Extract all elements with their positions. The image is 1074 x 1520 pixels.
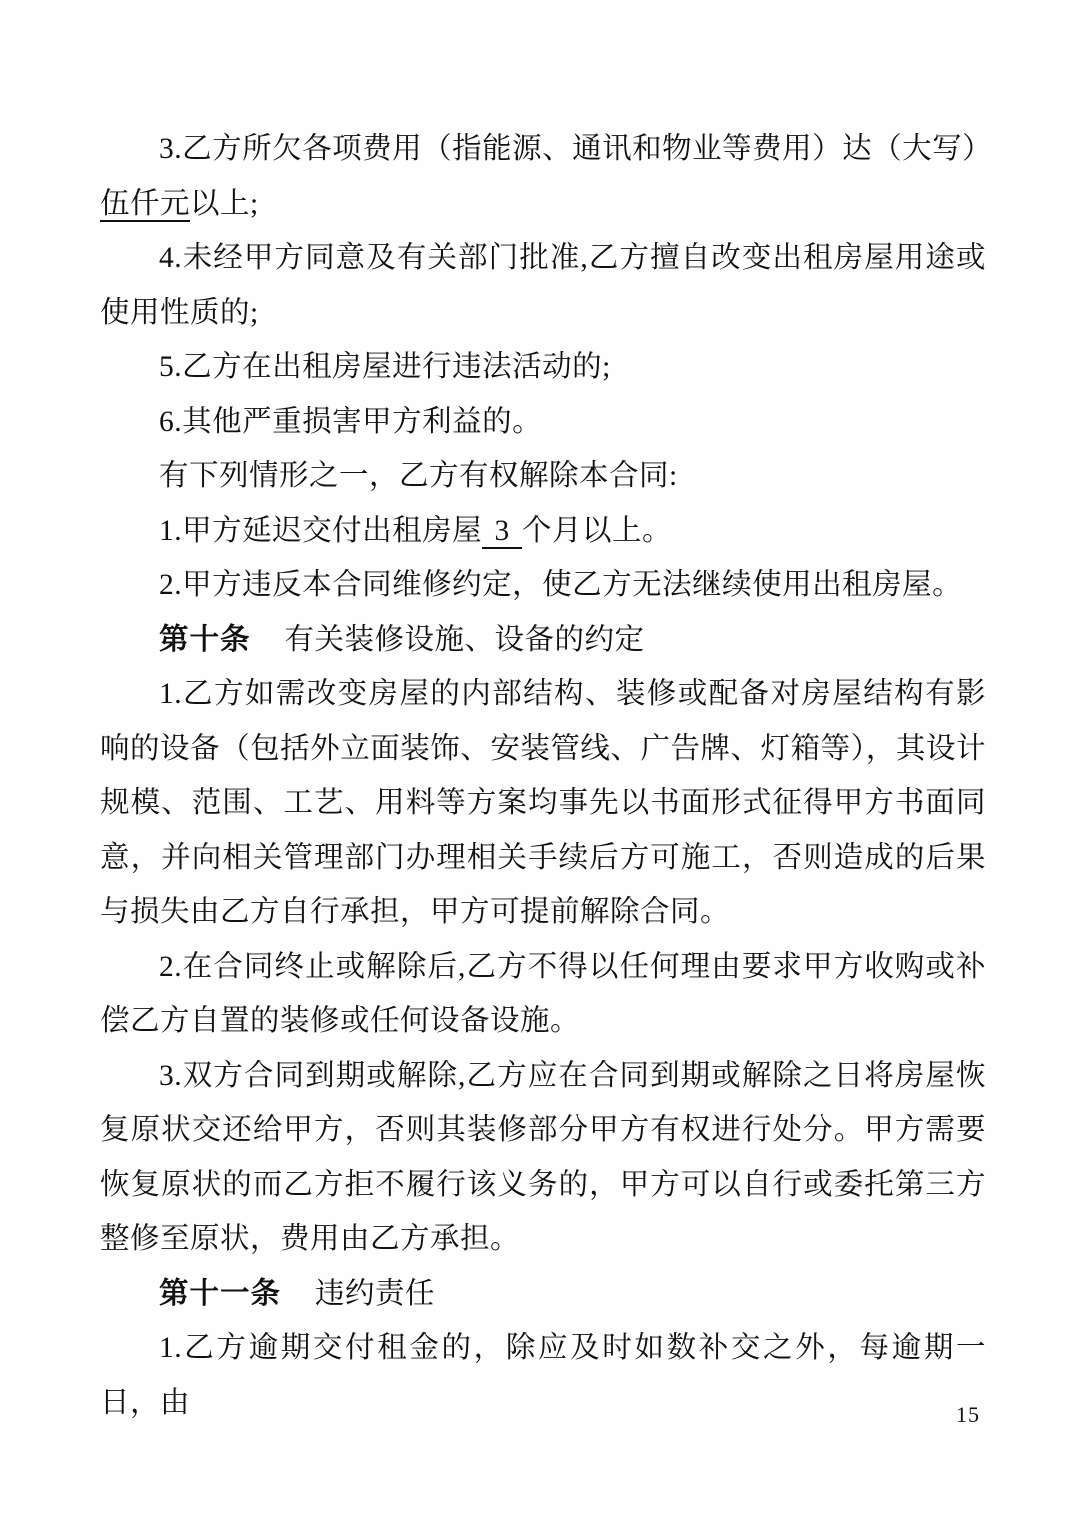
clause-other-harm (100, 395, 986, 450)
clause-illegal-activity (100, 340, 986, 395)
clause-unauthorized-use-change (100, 231, 986, 340)
article-number: 第十一条 (159, 1277, 282, 1310)
page-number: 15 (956, 1402, 980, 1427)
clause-text: 1.乙方逾期交付租金的，除应及时如数补交之外，每逾期一日，由 (100, 1332, 986, 1419)
clause-text: 1.甲方延迟交付出租房屋 (159, 514, 483, 547)
article-title: 违约责任 (314, 1277, 435, 1310)
clause-text: 3.乙方所欠各项费用（指能源、通讯和物业等费用）达（大写） (159, 133, 993, 165)
underlined-amount-blank: 伍仟元 (100, 187, 191, 220)
clause-delayed-delivery (100, 504, 986, 559)
article-11-heading (100, 1267, 986, 1322)
underlined-months-blank: 3 (482, 515, 522, 549)
article-10-item-3 (100, 1049, 986, 1267)
clause-text: 6.其他严重损害甲方利益的。 (159, 405, 543, 438)
clause-text: 5.乙方在出租房屋进行违法活动的; (159, 351, 611, 383)
clause-text: 以上; (190, 187, 259, 220)
article-number: 第十条 (159, 623, 251, 656)
clause-text: 3.双方合同到期或解除,乙方应在合同到期或解除之日将房屋恢复原状交还给甲方，否则其装修部分甲方有权进行处分。甲方需要恢复原状的而乙方拒不履行该义务的，甲方可以自行或委托第三方整修至原状，费用由乙方承担。 (100, 1059, 986, 1255)
clause-text: 2.在合同终止或解除后,乙方不得以任何理由要求甲方收购或补偿乙方自置的装修或任何设备设施。 (100, 950, 986, 1037)
article-10-item-1 (100, 667, 986, 940)
clause-text: 1.乙方如需改变房屋的内部结构、装修或配备对房屋结构有影响的设备（包括外立面装饰、安装管线、广告牌、灯箱等），其设计规模、范围、工艺、用料等方案均事先以书面形式征得甲方书面同意，并向相关管理部门办理相关手续后方可施工，否则造成的后果与损失由乙方自行承担，甲方可提前解除合同。 (100, 678, 986, 928)
clause-overdue-fees (100, 122, 993, 231)
article-10-item-2 (100, 940, 986, 1049)
clause-text: 4.未经甲方同意及有关部门批准,乙方擅自改变出租房屋用途或使用性质的; (100, 242, 986, 329)
article-11-item-1 (100, 1321, 986, 1430)
clause-text: 个月以上。 (521, 514, 672, 547)
article-10-heading (100, 613, 986, 668)
article-title: 有关装修设施、设备的约定 (284, 623, 645, 656)
clause-text: 2.甲方违反本合同维修约定，使乙方无法继续使用出租房屋。 (159, 569, 963, 601)
clause-maintenance-breach (100, 558, 986, 613)
lead-in-party-b-termination (100, 449, 986, 504)
clause-text: 有下列情形之一，乙方有权解除本合同: (159, 460, 678, 492)
contract-body (100, 122, 993, 1430)
